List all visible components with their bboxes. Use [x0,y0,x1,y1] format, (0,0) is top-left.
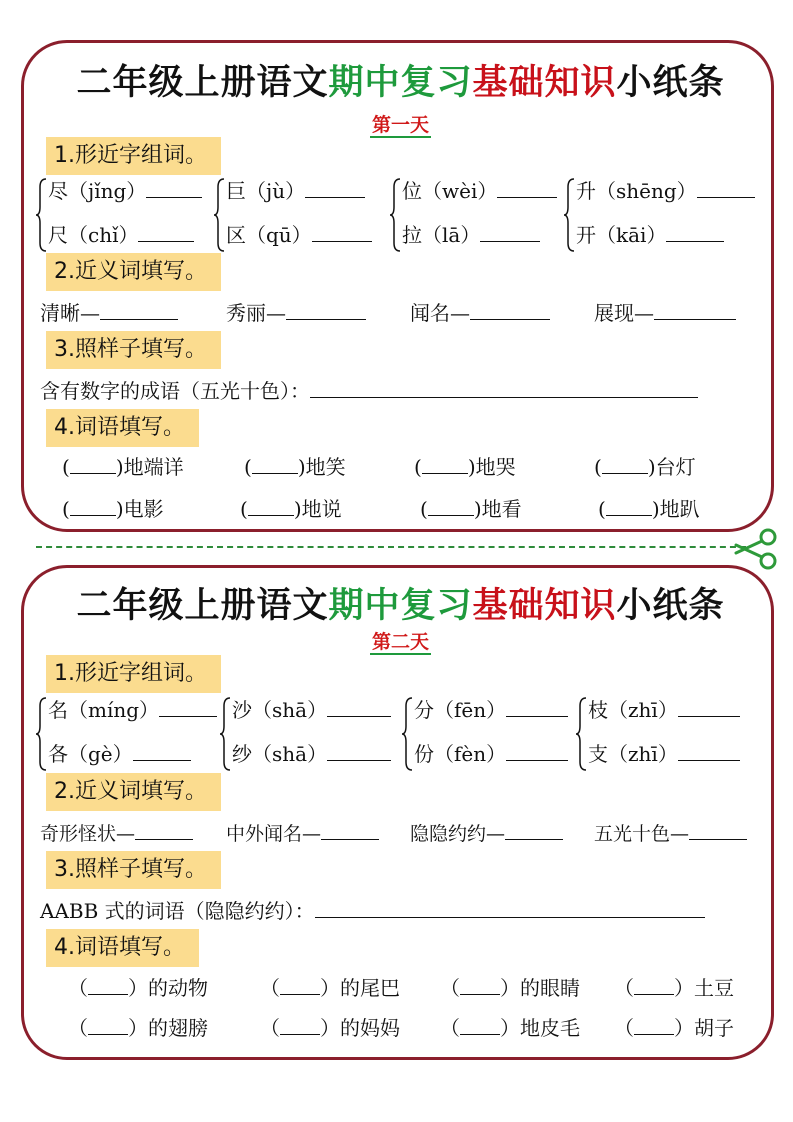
synonym-item: 五光十色— [594,819,747,848]
example-item: AABB 式的词语（隐隐约约）： [40,897,705,925]
synonym-item: 展现— [594,299,736,327]
pair-char-bottom: 开（kāi） [576,223,667,247]
cut-line [36,546,746,548]
answer-blank[interactable] [327,696,391,717]
answer-blank[interactable] [602,455,648,474]
answer-blank[interactable] [697,177,755,198]
answer-blank[interactable] [480,221,540,242]
section-synonyms: 2.近义词填写。 [46,253,221,291]
char-pair-4 [564,175,764,255]
day-label: 第一天 [371,114,429,136]
answer-blank[interactable] [135,819,193,840]
brace-icon [402,694,414,774]
synonym-item: 秀丽— [226,299,366,327]
pair-char-top: 沙（shā） [232,698,328,722]
fill-item: ( )地笑 [244,455,346,479]
section-word-fill: 4.词语填写。 [46,929,199,967]
pair-char-top: 枝（zhī） [588,698,678,722]
answer-blank[interactable] [470,299,550,320]
answer-blank[interactable] [422,455,468,474]
fill-item: ( )地说 [240,497,342,521]
fill-item: （ ）的眼睛 [440,976,580,1000]
answer-blank[interactable] [327,740,391,761]
brace-icon [576,694,588,774]
answer-blank[interactable] [310,377,698,398]
answer-blank[interactable] [666,221,724,242]
title-part-grade: 二年级上册语文 [76,586,329,626]
answer-blank[interactable] [133,740,191,761]
brace-icon [564,175,576,255]
day-label: 第二天 [371,631,429,653]
char-pair-2 [220,694,410,774]
synonym-item: 清晰— [40,299,178,327]
answer-blank[interactable] [460,976,500,995]
section-follow-example: 3.照样子填写。 [46,331,221,369]
pair-char-bottom: 各（gè） [48,742,133,766]
scissors-icon [732,527,780,571]
answer-blank[interactable] [634,1016,674,1035]
section-similar-chars: 1.形近字组词。 [46,655,221,693]
pair-char-top: 巨（jù） [226,179,306,203]
title-part-midterm: 期中复习 [328,586,473,626]
section-follow-example: 3.照样子填写。 [46,851,221,889]
fill-item: ( )电影 [62,497,164,521]
answer-blank[interactable] [678,740,740,761]
pair-char-top: 尽（jǐng） [48,179,147,203]
synonym-item: 闻名— [410,299,550,327]
pair-char-bottom: 纱（shā） [232,742,328,766]
answer-blank[interactable] [321,819,379,840]
answer-blank[interactable] [88,1016,128,1035]
answer-blank[interactable] [280,976,320,995]
fill-item: （ ）土豆 [614,976,734,1000]
answer-blank[interactable] [506,740,568,761]
brace-icon [390,175,402,255]
brace-icon [214,175,226,255]
brace-icon [36,694,48,774]
answer-blank[interactable] [248,497,294,516]
note-card-day-1 [21,40,774,532]
fill-item: （ ）的动物 [68,976,208,1000]
pair-char-top: 名（míng） [48,698,160,722]
title-part-grade: 二年级上册语文 [76,63,329,103]
answer-blank[interactable] [654,299,736,320]
pair-char-top: 位（wèi） [402,179,498,203]
note-card-day-2 [21,565,774,1060]
char-pair-2 [214,175,394,255]
synonym-item: 奇形怪状— [40,819,193,848]
answer-blank[interactable] [689,819,747,840]
title-part-basics: 基础知识 [472,586,617,626]
answer-blank[interactable] [606,497,652,516]
pair-char-top: 分（fēn） [414,698,507,722]
fill-item: ( )地端详 [62,455,184,479]
fill-item: （ ）的妈妈 [260,1016,400,1040]
fill-item: ( )台灯 [594,455,696,479]
answer-blank[interactable] [305,177,365,198]
pair-char-top: 升（shēng） [576,179,697,203]
fill-item: ( )地哭 [414,455,516,479]
answer-blank[interactable] [678,696,740,717]
synonym-item: 隐隐约约— [410,819,563,848]
synonym-item: 中外闻名— [226,819,379,848]
char-pair-1 [36,175,216,255]
pair-char-bottom: 尺（chǐ） [48,223,139,247]
answer-blank[interactable] [88,976,128,995]
fill-item: （ ）胡子 [614,1016,734,1040]
fill-item: （ ）地皮毛 [440,1016,580,1040]
title-part-note: 小纸条 [616,586,725,626]
section-similar-chars: 1.形近字组词。 [46,137,221,175]
section-word-fill: 4.词语填写。 [46,409,199,447]
answer-blank[interactable] [505,819,563,840]
answer-blank[interactable] [506,696,568,717]
pair-char-bottom: 份（fèn） [414,742,507,766]
title-part-note: 小纸条 [616,63,725,103]
title-part-basics: 基础知识 [472,63,617,103]
pair-char-bottom: 区（qū） [226,223,312,247]
answer-blank[interactable] [315,897,705,918]
fill-item: （ ）的尾巴 [260,976,400,1000]
fill-item: （ ）的翅膀 [68,1016,208,1040]
answer-blank[interactable] [280,1016,320,1035]
brace-icon [36,175,48,255]
answer-blank[interactable] [159,696,217,717]
answer-blank[interactable] [634,976,674,995]
answer-blank[interactable] [138,221,194,242]
fill-item: ( )地看 [420,497,522,521]
answer-blank[interactable] [428,497,474,516]
title-part-midterm: 期中复习 [328,63,473,103]
pair-char-bottom: 支（zhī） [588,742,678,766]
answer-blank[interactable] [312,221,372,242]
card-title [44,61,757,105]
char-pair-3 [390,175,570,255]
answer-blank[interactable] [286,299,366,320]
answer-blank[interactable] [497,177,557,198]
example-item: 含有数字的成语（五光十色）： [40,377,698,405]
char-pair-3 [402,694,582,774]
card-title [44,584,757,628]
brace-icon [220,694,232,774]
fill-item: ( )地趴 [598,497,700,521]
answer-blank[interactable] [252,455,298,474]
char-pair-4 [576,694,766,774]
answer-blank[interactable] [70,497,116,516]
section-synonyms: 2.近义词填写。 [46,773,221,811]
answer-blank[interactable] [100,299,178,320]
pair-char-bottom: 拉（lā） [402,223,481,247]
answer-blank[interactable] [460,1016,500,1035]
char-pair-1 [36,694,236,774]
answer-blank[interactable] [146,177,202,198]
answer-blank[interactable] [70,455,116,474]
